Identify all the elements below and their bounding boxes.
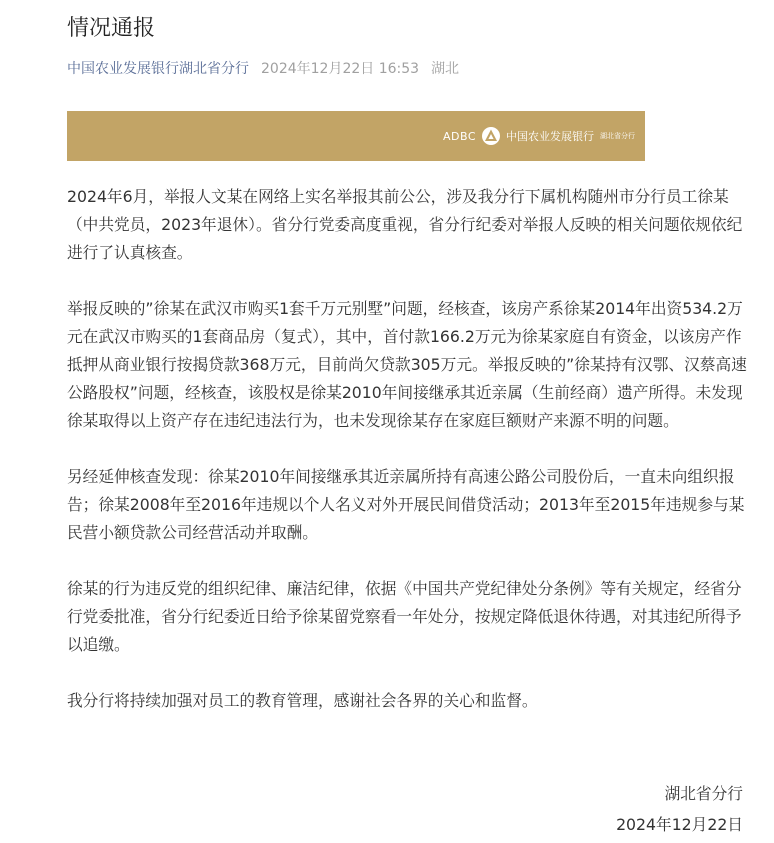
paragraph: 徐某的行为违反党的组织纪律、廉洁纪律，依据《中国共产党纪律处分条例》等有关规定，经省分行党委批准，省分行纪委近日给予徐某留党察看一年处分，按规定降低退休待遇，对其违纪所得予以追缴。 xyxy=(67,579,742,654)
branch-name: 湖北省分行 xyxy=(600,132,635,140)
signature-organization: 湖北省分行 xyxy=(664,784,743,803)
bank-name: 中国农业发展银行 xyxy=(506,130,594,143)
account-name-link[interactable]: 中国农业发展银行湖北省分行 xyxy=(67,61,249,77)
paragraph: 2024年6月，举报人文某在网络上实名举报其前公公，涉及我分行下属机构随州市分行员工徐某（中共党员，2023年退休）。省分行党委高度重视，省分行纪委对举报人反映的相关问题依规依纪进行了认真核查。 xyxy=(67,187,743,262)
signature-date: 2024年12月22日 xyxy=(616,815,743,834)
publish-time: 2024年12月22日 16:53 xyxy=(261,61,420,77)
publish-location: 湖北 xyxy=(431,61,460,77)
paragraph: 举报反映的”徐某在武汉市购买1套千万元别墅”问题，经核查，该房产系徐某2014年出资534.2万元在武汉市购买的1套商品房（复式），其中，首付款166.2万元为徐某家庭自有资金，以该房产作抵押从商业银行按揭贷款368万元，目前尚欠贷款305万元。举报反映的”徐某持有汉鄂、汉蔡高速公路股权”问题，经核查，该股权是徐某2010年间接继承其近亲属（生前经商）遗产所得。未发现徐某取得以上资产存在违纪违法行为，也未发现徐某存在家庭巨额财产来源不明的问题。 xyxy=(67,299,747,430)
paragraph: 我分行将持续加强对员工的教育管理，感谢社会各界的关心和监督。 xyxy=(67,691,538,710)
article-meta xyxy=(67,59,459,79)
brand-abbreviation: ADBC xyxy=(442,129,476,143)
article-title: 情况通报 xyxy=(67,16,156,41)
bank-brand xyxy=(443,111,635,161)
adbc-logo-icon xyxy=(481,126,501,146)
header-banner xyxy=(67,111,645,161)
paragraph: 另经延伸核查发现：徐某2010年间接继承其近亲属所持有高速公路公司股份后，一直未向组织报告；徐某2008年至2016年违规以个人名义对外开展民间借贷活动；2013年至2015年违规参与某民营小额贷款公司经营活动并取酬。 xyxy=(67,467,745,542)
article-body xyxy=(67,183,747,743)
